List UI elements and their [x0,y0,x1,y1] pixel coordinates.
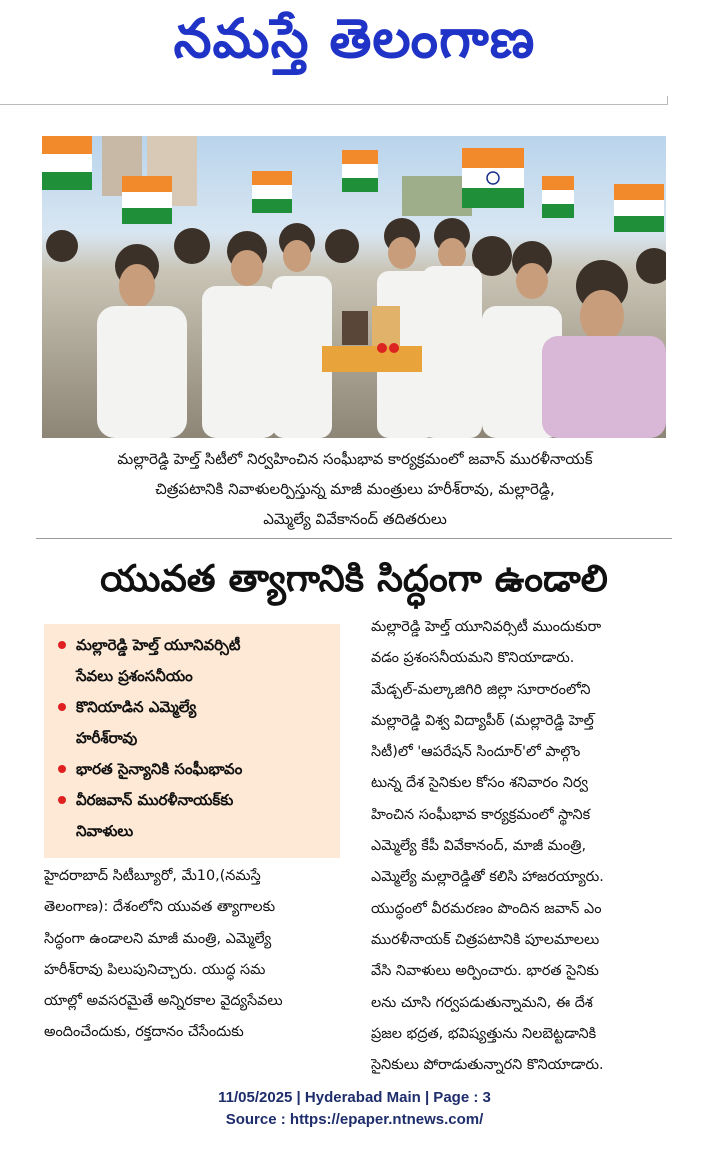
body-line: మురళీనాయక్ చిత్రపటానికి పూలమాలలు [371,931,600,948]
caption-line: ఎమ్మెల్యే వివేకానంద్ తదితరులు [263,510,447,528]
caption-line: చిత్రపటానికి నివాళులర్పిస్తున్న మాజీ మంత్రులు హరీశ్‌రావు, మల్లారెడ్డి, [155,480,555,498]
crowd-with-flags-illustration [42,136,666,438]
footer-source-link[interactable]: Source : https://epaper.ntnews.com/ [225,1111,484,1128]
body-line: తెలంగాణ): దేశంలోని యువత త్యాగాలకు [44,899,276,916]
body-line: లను చూసి గర్వపడుతున్నామని, ఈ దేశ [371,994,593,1011]
highlight-item [54,692,330,754]
masthead-divider [0,104,668,105]
article-column-right [371,612,667,1081]
highlight-item [54,630,330,692]
highlight-line: మల్లారెడ్డి హెల్త్ యూనివర్సిటీ [76,636,241,654]
body-line: మల్లారెడ్డి విశ్వ విద్యాపీఠ్ (మల్లారెడ్డి హెల్త్ [371,712,594,729]
body-line: వేసి నివాళులు అర్పించారు. భారత సైనికు [371,963,599,980]
body-line: సిటీ)లో 'ఆపరేషన్ సిందూర్'లో పాల్గొం [371,744,581,761]
highlight-line: భారత సైన్యానికి సంఘీభావం [76,760,243,778]
highlights-box [44,624,340,858]
body-line: మల్లారెడ్డి హెల్త్ యూనివర్సిటీ ముందుకురా [371,619,602,635]
body-line: ఎమ్మెల్యే మల్లారెడ్డితో కలిసి హాజరయ్యారు. [371,869,604,886]
highlight-line: వీరజవాన్ మురళీనాయక్‌కు [76,791,234,809]
body-line: హైదరాబాద్ సిటీబ్యూరో, మే10,(నమస్తే [44,868,261,884]
body-line: సైనికులు పోరాడుతున్నారని కొనియాడారు. [371,1057,604,1074]
body-line: హరీశ్‌రావు పిలుపునిచ్చారు. యుద్ధ సమ [44,961,266,978]
masthead [0,0,709,110]
footer-edition-info: 11/05/2025 | Hyderabad Main | Page : 3 [218,1089,491,1106]
body-line: మేడ్చల్-మల్కాజిగిరి జిల్లా సూరారంలోని [371,681,591,698]
body-line: హించిన సంఘీభావ కార్యక్రమంలో స్థానిక [371,806,591,823]
highlight-item [54,785,330,847]
masthead-divider-end [667,96,668,105]
bullet-dot-icon [58,703,66,711]
newspaper-title: నమస్తే తెలంగాణ [173,7,536,70]
bullet-dot-icon [58,765,66,773]
article-column-left [44,861,341,1049]
body-line: వడం ప్రశంసనీయమని కొనియాడారు. [371,650,575,667]
flag-left [42,136,92,190]
body-line: ఎమ్మెల్యే కేపీ వివేకానంద్, మాజీ మంత్రి, [371,838,587,855]
bullet-dot-icon [58,641,66,649]
highlight-item [54,754,330,785]
body-line: టున్న దేశ సైనికుల కోసం శనివారం నిర్వ [371,775,588,792]
body-line: యుద్ధంలో వీరమరణం పొందిన జవాన్ ఎం [371,900,602,917]
body-line: అందించేందుకు, రక్తదానం చేసేందుకు [44,1024,244,1041]
headline-divider [36,538,672,539]
highlight-line: నివాళులు [76,822,134,840]
body-line: ప్రజల భద్రత, భవిష్యత్తును నిలబెట్టడానికి [371,1025,597,1042]
highlight-line: హరీశ్‌రావు [76,729,138,747]
bullet-dot-icon [58,796,66,804]
highlight-line: సేవలు ప్రశంసనీయం [76,667,193,685]
photo-caption [48,444,662,534]
body-line: యాల్లో అవసరమైతే అన్నిరకాల వైద్యసేవలు [44,993,283,1010]
body-line: సిద్ధంగా ఉండాలని మాజీ మంత్రి, ఎమ్మెల్యే [44,930,272,947]
highlight-line: కొనియాడిన ఎమ్మెల్యే [76,698,197,716]
news-photo [42,136,666,438]
article-headline: యువత త్యాగానికి సిద్ధంగా ఉండాలి [100,557,608,600]
caption-line: మల్లారెడ్డి హెల్త్ సిటీలో నిర్వహించిన సంఘీభావ కార్యక్రమంలో జవాన్ మురళీనాయక్ [117,450,593,468]
